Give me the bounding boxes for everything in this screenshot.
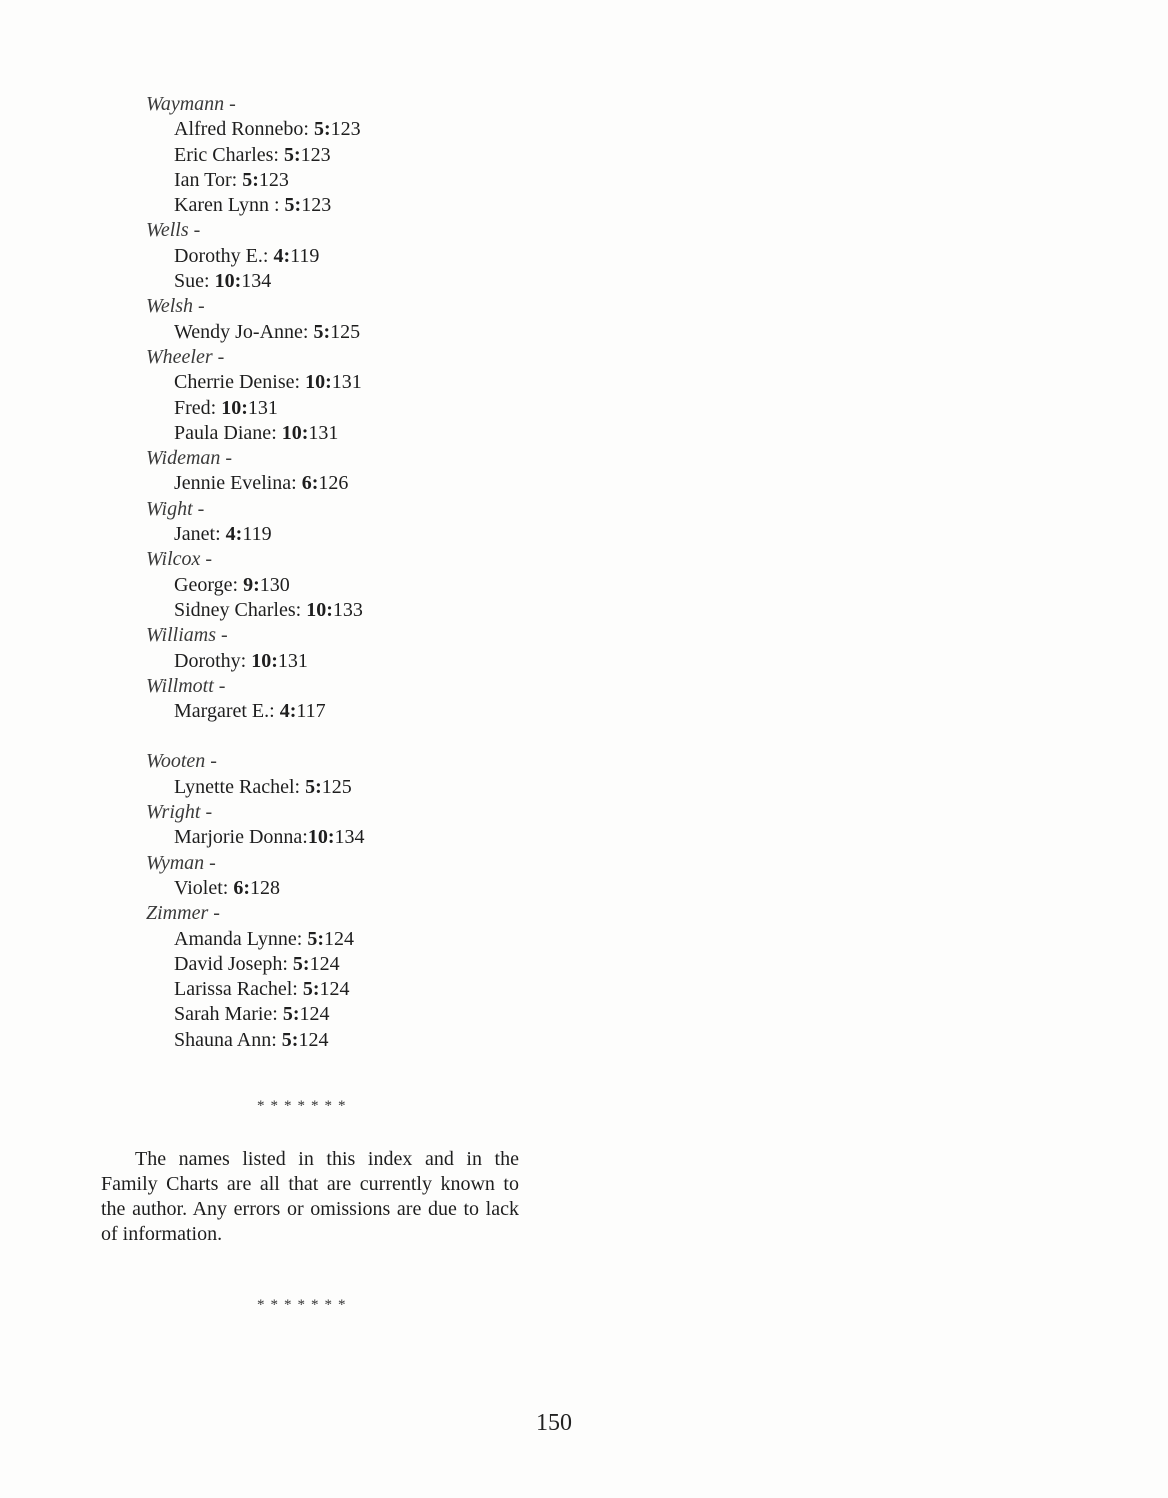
entry-name: David Joseph:: [174, 952, 293, 975]
entry-page: 134: [241, 270, 272, 293]
entry-name: Jennie Evelina:: [174, 472, 302, 495]
entry-name: Fred:: [174, 396, 222, 419]
entry-volume: 5: [282, 1003, 293, 1026]
index-surname: Willmott -: [146, 674, 226, 697]
index-surname: Wilcox -: [146, 548, 213, 571]
index-surname: Williams -: [146, 624, 228, 647]
index-entry: David Joseph: 5:124: [174, 952, 340, 975]
entry-name: Ian Tor:: [174, 168, 243, 191]
index-entry: Violet: 6:128: [174, 876, 281, 899]
entry-page: 124: [319, 978, 350, 1001]
entry-volume: 5: [313, 118, 324, 141]
index-entry: Lynette Rachel: 5:125: [174, 775, 352, 798]
entry-page: 124: [323, 927, 354, 950]
entry-volume: 5: [305, 775, 316, 798]
index-surname: Waymann -: [146, 93, 236, 115]
entry-page: 128: [250, 876, 281, 899]
index-entry: Wendy Jo-Anne: 5:125: [174, 320, 361, 343]
separator-stars: *******: [257, 1297, 352, 1313]
entry-volume: 10: [251, 649, 272, 672]
entry-page: 124: [299, 1003, 330, 1026]
index-entry: Paula Diane: 10:131: [174, 421, 339, 444]
entry-volume: 5: [242, 168, 253, 191]
index-entry: Janet: 4:119: [174, 523, 272, 546]
entry-name: Cherrie Denise:: [174, 371, 306, 394]
index-entry: Eric Charles: 5:123: [174, 143, 331, 166]
entry-volume: 9: [243, 573, 254, 596]
entry-page: 130: [259, 573, 290, 596]
entry-name: Janet:: [174, 523, 226, 546]
entry-name: Violet:: [174, 876, 234, 899]
entry-volume: 6: [301, 472, 312, 495]
entry-page: 123: [330, 118, 361, 141]
index-entry: Shauna Ann: 5:124: [174, 1028, 329, 1051]
index-surname: Welsh -: [146, 295, 205, 318]
index-entry: Amanda Lynne: 5:124: [174, 927, 354, 950]
entry-name: Amanda Lynne:: [174, 927, 308, 950]
entry-page: 133: [332, 598, 363, 621]
entry-page: 124: [298, 1028, 329, 1051]
index-entry: Alfred Ronnebo: 5:123: [174, 118, 361, 141]
entry-name: Lynette Rachel:: [174, 775, 306, 798]
index-entry: George: 9:130: [174, 573, 290, 596]
entry-name: Margaret E.:: [174, 700, 280, 723]
entry-name: Karen Lynn :: [174, 194, 285, 217]
index-entry: Fred: 10:131: [174, 396, 278, 419]
index-entry: Larissa Rachel: 5:124: [174, 978, 350, 1001]
index-surname: Wideman -: [146, 447, 233, 470]
name-index: [0, 92, 560, 1053]
entry-volume: 10: [307, 826, 328, 849]
index-surname: Zimmer -: [146, 902, 220, 925]
page-number: 150: [536, 1410, 572, 1436]
entry-name: George:: [174, 573, 244, 596]
entry-page: 124: [309, 952, 340, 975]
entry-volume: 5: [313, 320, 324, 343]
index-entry: Margaret E.: 4:117: [174, 700, 326, 723]
index-surname: Wyman -: [146, 851, 216, 874]
entry-volume: 10: [306, 598, 327, 621]
entry-volume: 10: [281, 421, 302, 444]
index-surname: Wooten -: [146, 750, 217, 773]
entry-volume: 5: [284, 194, 295, 217]
entry-name: Alfred Ronnebo:: [174, 118, 314, 141]
index-entry: Karen Lynn : 5:123: [174, 194, 332, 217]
entry-page: 126: [318, 472, 349, 495]
entry-name: Dorothy:: [174, 649, 252, 672]
entry-volume: 5: [307, 927, 318, 950]
entry-page: 123: [258, 168, 289, 191]
index-surname: Wight -: [146, 497, 205, 520]
entry-volume: 6: [233, 876, 244, 899]
entry-volume: 10: [305, 371, 326, 394]
entry-volume: 5: [281, 1028, 292, 1051]
entry-page: 131: [247, 396, 278, 419]
entry-page: 125: [330, 320, 361, 343]
entry-page: 123: [300, 143, 331, 166]
entry-page: 134: [334, 826, 365, 849]
entry-name: Wendy Jo-Anne:: [174, 320, 314, 343]
entry-volume: 5: [292, 952, 303, 975]
entry-volume: 5: [302, 978, 313, 1001]
entry-name: Larissa Rachel:: [174, 978, 303, 1001]
entry-page: 131: [308, 421, 339, 444]
index-entry: Dorothy E.: 4:119: [174, 244, 320, 267]
index-entry: Jennie Evelina: 6:126: [174, 472, 349, 495]
entry-page: 131: [277, 649, 308, 672]
index-entry: Sarah Marie: 5:124: [174, 1003, 330, 1026]
entry-name: Shauna Ann:: [174, 1028, 282, 1051]
entry-volume: 5: [283, 143, 294, 166]
entry-page: 119: [242, 523, 272, 546]
entry-page: 119: [290, 244, 320, 267]
entry-page: 131: [331, 371, 362, 394]
entry-page: 125: [321, 775, 352, 798]
index-entry: Sue: 10:134: [174, 270, 272, 293]
entry-name: Dorothy E.:: [174, 244, 274, 267]
index-surname: Wells -: [146, 219, 201, 242]
entry-name: Sidney Charles:: [174, 598, 307, 621]
entry-page: 123: [301, 194, 332, 217]
index-entry: Dorothy: 10:131: [174, 649, 308, 672]
index-entry: Ian Tor: 5:123: [174, 168, 289, 191]
entry-volume: 4: [279, 700, 290, 723]
entry-name: Marjorie Donna:: [174, 826, 308, 849]
index-entry: Cherrie Denise: 10:131: [174, 371, 362, 394]
entry-volume: 4: [273, 244, 284, 267]
entry-name: Sarah Marie:: [174, 1003, 283, 1026]
entry-volume: 4: [225, 523, 236, 546]
separator-stars: *******: [257, 1098, 352, 1114]
index-surname: Wheeler -: [146, 345, 225, 368]
index-entry: Sidney Charles: 10:133: [174, 598, 363, 621]
index-surname: Wright -: [146, 801, 213, 824]
entry-volume: 10: [214, 270, 235, 293]
entry-name: Sue:: [174, 270, 215, 293]
entry-name: Eric Charles:: [174, 143, 284, 166]
entry-volume: 10: [221, 396, 242, 419]
index-entry: Marjorie Donna:10:134: [174, 826, 365, 849]
entry-name: Paula Diane:: [174, 421, 282, 444]
index-note: The names listed in this index and in the Family Charts are all that are currently known to the author. Any errors or omissions are due to lack of information.: [101, 1148, 519, 1245]
entry-page: 117: [296, 700, 326, 723]
